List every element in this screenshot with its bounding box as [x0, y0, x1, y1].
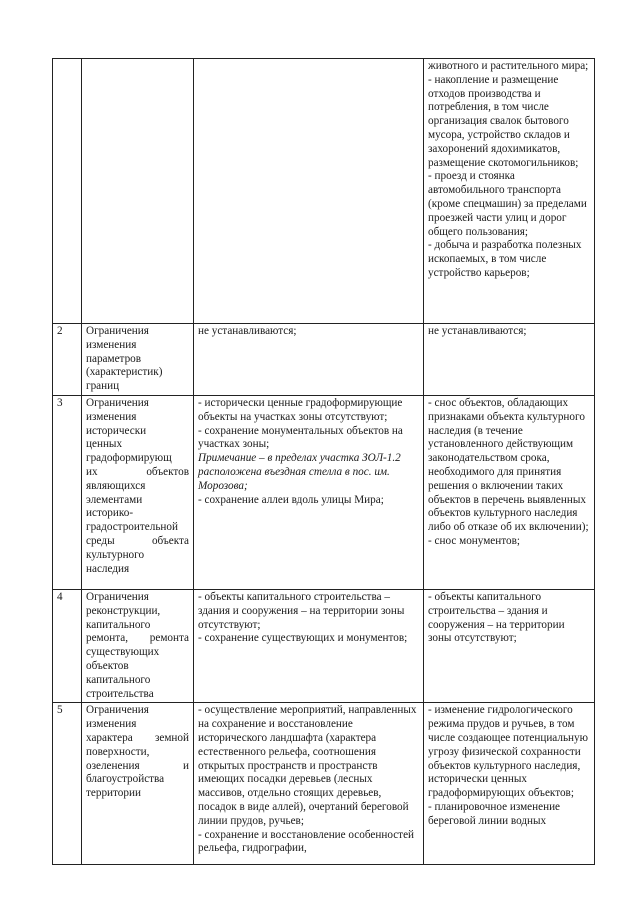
list-item: - изменение гидрологического режима прудов и ручьев, в том числе создающее потенциальную угрозу физической сохранности объектов культурного наследия, исторически ценных градоформирующих объектов; — [428, 704, 588, 800]
row-number — [53, 59, 82, 324]
list-item: - сохранение и восстановление особенностей рельефа, гидрографии, — [198, 828, 415, 855]
prohibited-measures — [424, 703, 595, 865]
prohibited-measures — [424, 589, 595, 702]
list-item: - снос объектов, обладающих признаками объекта культурного наследия (в течение установленного действующим законодательством срока, необходимого для принятия решения о включении таких объектов в перечень выявленных объектов культурного наследия либо об отказе об их включении); — [428, 396, 589, 534]
table-row-3 — [53, 395, 595, 589]
prohibited-measures — [424, 395, 595, 589]
row-number: 5 — [53, 703, 82, 865]
table-row-5 — [53, 703, 595, 865]
list-item: - накопление и размещение отходов производства и потребления, в том числе организация свалок бытового мусора, устройство складов и захоронений ядохимикатов, размещение скотомогильников; — [428, 73, 579, 169]
allowed-measures — [194, 324, 424, 396]
table-row-4 — [53, 589, 595, 702]
restriction-name: Ограничения реконструкции, капитального ремонта, ремонта существующих объектов капитального строительства — [82, 589, 194, 702]
list-item: - снос монументов; — [428, 534, 520, 547]
list-item: - объекты капитального строительства – здания и сооружения – на территории зоны отсутствуют; — [198, 590, 405, 631]
list-item: не устанавливаются; — [428, 325, 527, 337]
allowed-measures — [194, 395, 424, 589]
list-item: - исторически ценные градоформирующие объекты на участках зоны отсутствуют; — [198, 396, 403, 423]
restriction-name — [82, 59, 194, 324]
list-item: - проезд и стоянка автомобильного транспорта (кроме спецмашин) за пределами проезжей части улиц и дорог общего пользования; — [428, 170, 587, 238]
prohibited-measures — [424, 59, 595, 324]
list-item: - объекты капитального строительства – здания и сооружения – на территории зоны отсутствуют; — [428, 590, 565, 645]
list-item: - осуществление мероприятий, направленных на сохранение и восстановление исторического ландшафта (характера естественного рельефа, соотношения открытых пространств и пространств имеющих посадки деревьев (лесных массивов, отдельно стоящих деревьев, посадок в виде аллей), очертаний береговой линии прудов, ручьев; — [198, 704, 417, 827]
row-number: 4 — [53, 589, 82, 702]
list-item: - планировочное изменение береговой линии водных — [428, 800, 561, 827]
list-item: - сохранение аллеи вдоль улицы Мира; — [198, 493, 384, 506]
restriction-name: Ограничения изменения характера земной поверхности, озеленения и благоустройства территории — [82, 703, 194, 865]
restrictions-table — [52, 58, 595, 865]
note-text: Примечание – в пределах участка ЗОЛ-1.2 расположена въездная стелла в пос. им. Морозова; — [198, 452, 401, 492]
restriction-name: Ограничения изменения параметров (характеристик) границ — [82, 324, 194, 396]
row-number: 3 — [53, 395, 82, 589]
list-item: - сохранение существующих и монументов; — [198, 632, 408, 645]
allowed-measures — [194, 589, 424, 702]
prohibited-measures — [424, 324, 595, 396]
list-item: животного и растительного мира; — [428, 60, 589, 72]
row-number: 2 — [53, 324, 82, 396]
table-row-continuation — [53, 59, 595, 324]
allowed-measures — [194, 59, 424, 324]
list-item: не устанавливаются; — [198, 325, 297, 337]
list-item: - сохранение монументальных объектов на участках зоны; — [198, 424, 403, 451]
allowed-measures — [194, 703, 424, 865]
table-row-2 — [53, 324, 595, 396]
restriction-name: Ограничения изменения исторически ценных градоформирующ их объектов являющихся элементами историко- градостроительной среды объекта культурного наследия — [82, 395, 194, 589]
list-item: - добыча и разработка полезных ископаемых, в том числе устройство карьеров; — [428, 239, 582, 279]
